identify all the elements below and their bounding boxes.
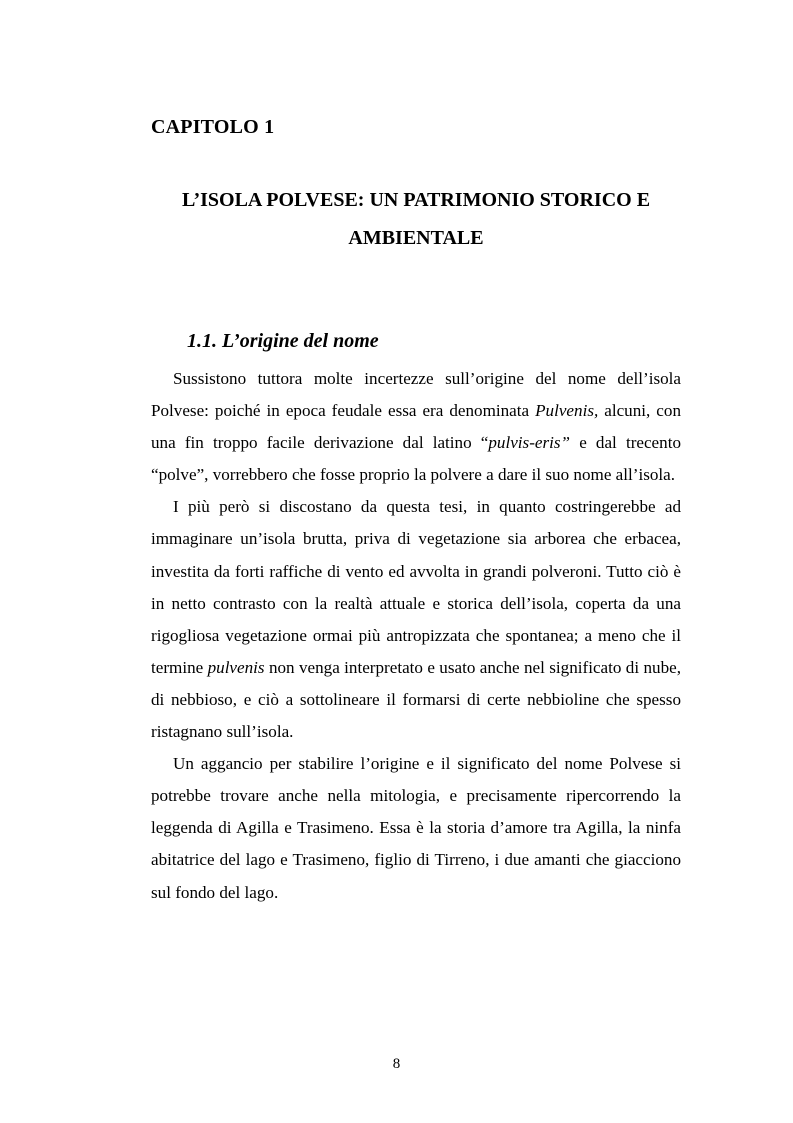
paragraph-1-italic-a: Pulvenis, <box>535 401 599 421</box>
chapter-label: CAPITOLO 1 <box>151 116 275 138</box>
paragraph-2-italic-a: pulvenis <box>207 657 265 677</box>
paragraph-3-text: Un aggancio per stabilire l’origine e il significato del nome Polvese si potrebbe trovare anche nella mitologia, e precisamente ripercorrendo la leggenda di Agilla e Trasimeno. Essa è la storia d’amore tra Agilla, la ninfa abitatrice del lago e Trasimeno, figlio di Tirreno, i due amanti che giacciono sul fondo del lago. <box>151 754 681 902</box>
page-number: 8 <box>392 1056 401 1072</box>
paragraph-2-text-b: non venga interpretato e usato anche nel significato di nube, di nebbioso, e ciò a sottolineare il formarsi di certe nebbioline che spesso ristagnano sull’isola. <box>151 657 681 742</box>
paragraph-2-text-a: I più però si discostano da questa tesi, in quanto costringerebbe ad immaginare un’isola brutta, priva di vegetazione sia arborea che erbacea, investita da forti raffiche di vento ed avvolta in grandi polveroni. Tutto ciò è in netto contrasto con la realtà attuale e storica dell’isola, coperta da una rigogliosa vegetazione ormai più antropizzata che spontanea; a meno che il termine <box>151 497 681 677</box>
chapter-title-line-2: AMBIENTALE <box>348 227 484 249</box>
body-text <box>151 363 681 909</box>
paragraph-3 <box>151 748 681 908</box>
paragraph-1-italic-b: pulvis-eris” <box>488 433 571 453</box>
paragraph-1-text-c: e dal trecento “polve”, vorrebbero che fosse proprio la polvere a dare il suo nome all’isola. <box>151 433 681 485</box>
paragraph-2 <box>151 491 681 748</box>
paragraph-1-text-b: alcuni, con una fin troppo facile derivazione dal latino “ <box>151 401 681 453</box>
chapter-title <box>110 181 722 257</box>
chapter-title-line-1: L’ISOLA POLVESE: UN PATRIMONIO STORICO E <box>181 189 651 211</box>
paragraph-1-text-a: Sussistono tuttora molte incertezze sull’origine del nome dell’isola Polvese: poiché in epoca feudale essa era denominata <box>151 369 681 421</box>
section-heading: 1.1. L’origine del nome <box>187 330 379 352</box>
paragraph-1 <box>151 363 681 491</box>
